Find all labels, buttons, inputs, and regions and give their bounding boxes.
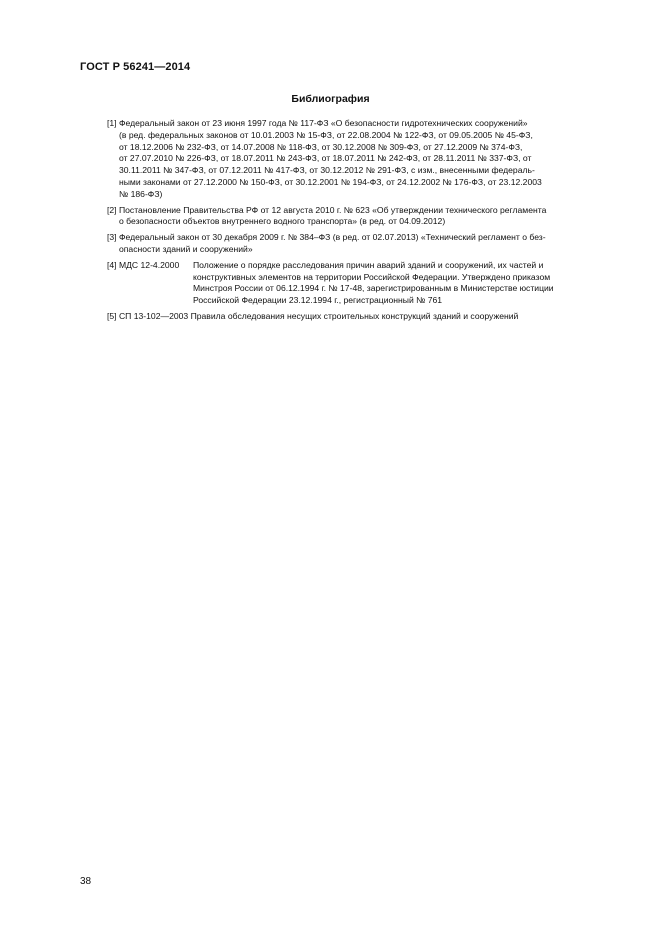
entry-line: конструктивных элементов на территории Российской Федерации. Утверждено приказом bbox=[193, 271, 551, 282]
document-header: ГОСТ Р 56241—2014 bbox=[80, 61, 191, 73]
entry-line: ными законами от 27.12.2000 № 150-ФЗ, от 30.12.2001 № 194-ФЗ, от 24.12.2002 № 176-ФЗ, от 23.12.2003 bbox=[119, 176, 542, 187]
entry-line: Минстроя России от 06.12.1994 г. № 17-48, зарегистрированным в Министерстве юстиции bbox=[193, 283, 554, 294]
bibliography-entry-5 bbox=[107, 311, 614, 323]
entry-line: [2] Постановление Правительства РФ от 12 августа 2010 г. № 623 «Об утверждении технического регламента bbox=[107, 204, 547, 215]
entry-line: от 27.07.2010 № 226-ФЗ, от 18.07.2011 № 243-ФЗ, от 18.07.2011 № 242-ФЗ, от 28.11.2011 № 337-ФЗ, от bbox=[119, 153, 532, 164]
entry-line: от 18.12.2006 № 232-ФЗ, от 14.07.2008 № 118-ФЗ, от 30.12.2008 № 309-ФЗ, от 27.12.2009 № 374-ФЗ, bbox=[119, 141, 523, 152]
entry-line: (в ред. федеральных законов от 10.01.2003 № 15-ФЗ, от 22.08.2004 № 122-ФЗ, от 09.05.2005 № 45-ФЗ, bbox=[119, 129, 533, 140]
bibliography-entry-1 bbox=[107, 118, 614, 201]
entry-line: [1] Федеральный закон от 23 июня 1997 года № 117-ФЗ «О безопасности гидротехнических сооружений» bbox=[107, 118, 528, 128]
page-number: 38 bbox=[80, 876, 92, 887]
entry-text bbox=[107, 260, 614, 307]
bibliography-entry-3 bbox=[107, 232, 614, 256]
entry-line: 30.11.2011 № 347-ФЗ, от 07.12.2011 № 417-ФЗ, от 30.12.2012 № 291-ФЗ, с изм., внесенными федераль- bbox=[119, 165, 535, 176]
section-title: Библиография bbox=[291, 93, 370, 105]
bibliography-entry-2 bbox=[107, 205, 614, 229]
entry-line: № 186-ФЗ) bbox=[119, 188, 163, 199]
bibliography-list bbox=[107, 118, 614, 327]
bibliography-entry-4 bbox=[107, 260, 614, 307]
entry-line: Российской Федерации 23.12.1994 г., регистрационный № 761 bbox=[193, 295, 443, 306]
entry-label: [4] МДС 12-4.2000 bbox=[107, 259, 180, 270]
entry-line: [3] Федеральный закон от 30 декабря 2009 г. № 384–ФЗ (в ред. от 02.07.2013) «Технический регламент о без- bbox=[107, 232, 546, 243]
entry-line: Положение о порядке расследования причин аварий зданий и сооружений, их частей и bbox=[193, 259, 544, 270]
entry-line: опасности зданий и сооружений» bbox=[119, 243, 253, 254]
entry-line: о безопасности объектов внутреннего водного транспорта» (в ред. от 04.09.2012) bbox=[119, 216, 446, 227]
entry-line: [5] СП 13-102—2003 Правила обследования несущих строительных конструкций зданий и сооружений bbox=[107, 310, 519, 321]
